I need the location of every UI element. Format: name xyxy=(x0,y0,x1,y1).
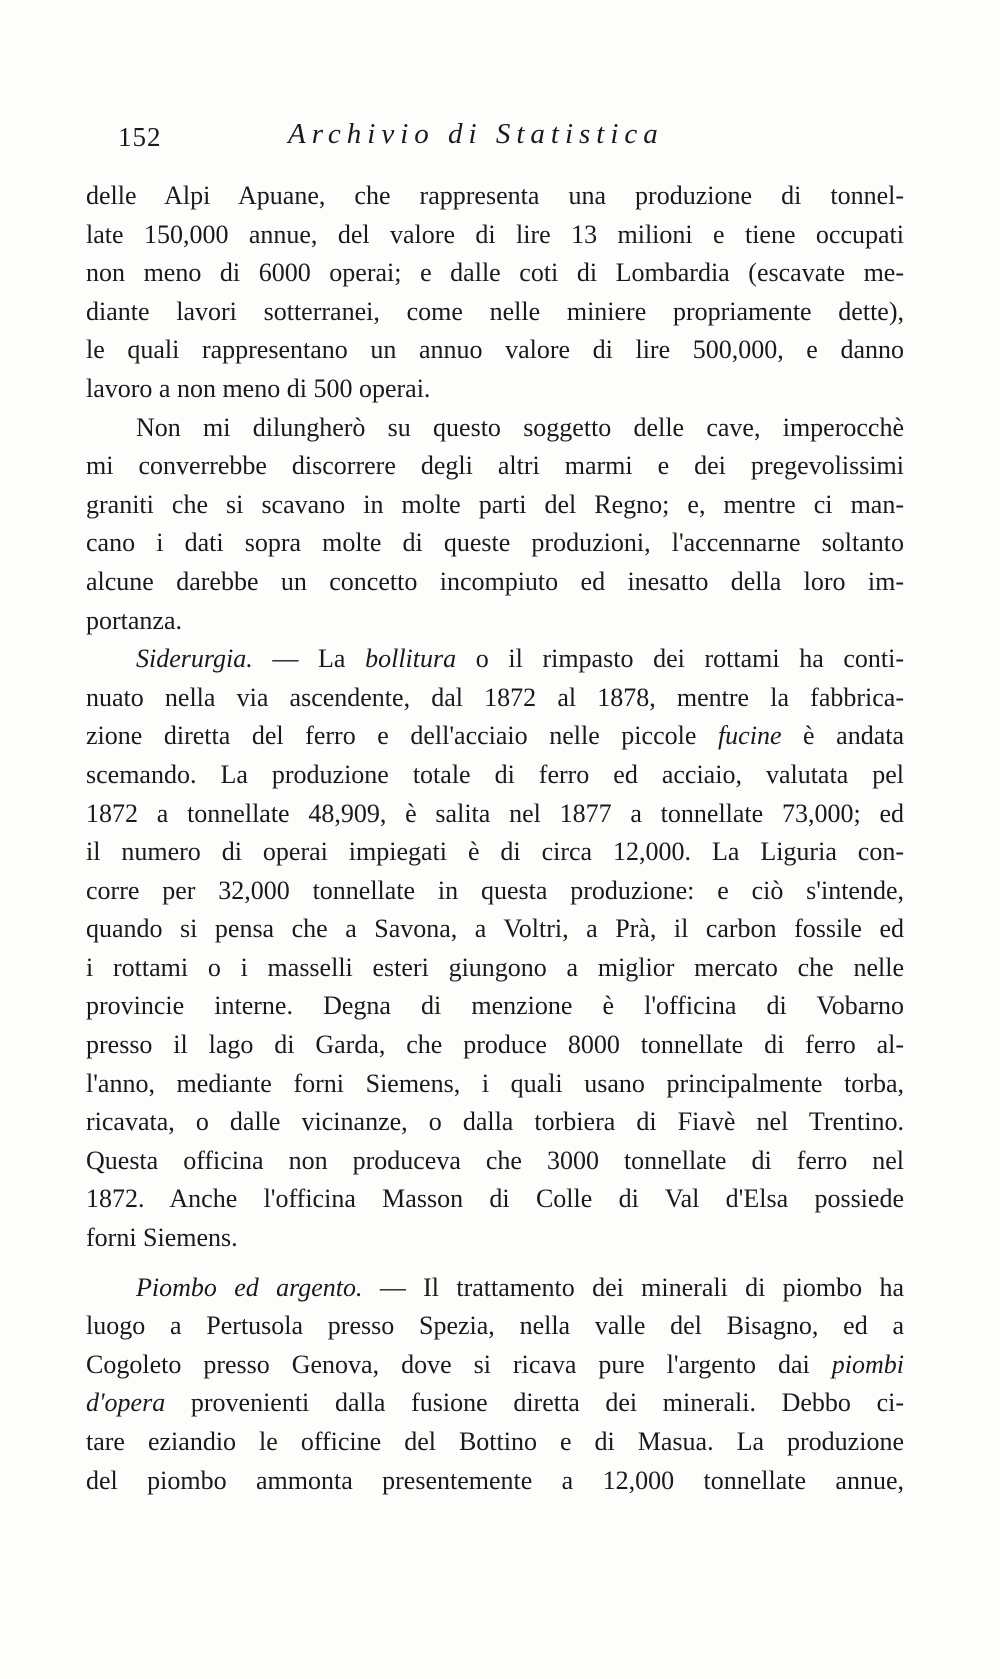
italic-term: d'opera xyxy=(86,1388,166,1418)
text-line: luogo a Pertusola presso Spezia, nella valle del Bisagno, ed a xyxy=(86,1311,904,1341)
text-line: portanza. xyxy=(86,605,183,635)
text-line: cano i dati sopra molte di queste produzioni, l'accennarne soltanto xyxy=(86,528,904,558)
text-line: provincie interne. Degna di menzione è l'officina di Vobarno xyxy=(86,991,904,1021)
text-line: diante lavori sotterranei, come nelle miniere propriamente dette), xyxy=(86,296,904,326)
text-line xyxy=(86,1269,904,1308)
italic-term: bollitura xyxy=(365,644,457,674)
text-line xyxy=(86,1384,904,1423)
text-run: provenienti dalla fusione diretta dei minerali. Debbo ci- xyxy=(165,1388,904,1418)
text-line: Questa officina non produceva che 3000 tonnellate di ferro nel xyxy=(86,1145,904,1175)
italic-term: piombi xyxy=(831,1349,904,1379)
text-line: quando si pensa che a Savona, a Voltri, a Prà, il carbon fossile ed xyxy=(86,914,904,944)
body-text xyxy=(86,177,904,1500)
text-line: graniti che si scavano in molte parti del Regno; e, mentre ci man- xyxy=(86,489,904,519)
paragraph xyxy=(86,177,904,409)
paragraph-gap xyxy=(86,1258,904,1269)
text-line: delle Alpi Apuane, che rappresenta una produzione di tonnel- xyxy=(86,181,904,210)
page-number: 152 xyxy=(118,122,162,152)
text-line: del piombo ammonta presentemente a 12,000 tonnellate annue, xyxy=(86,1465,904,1495)
running-title: Archivio di Statistica xyxy=(288,118,664,150)
text-run: zione diretta del ferro e dell'acciaio nelle piccole xyxy=(86,721,718,751)
text-run: Cogoleto presso Genova, dove si ricava pure l'argento dai xyxy=(86,1349,832,1379)
text-line: forni Siemens. xyxy=(86,1223,238,1253)
text-line: lavoro a non meno di 500 operai. xyxy=(86,373,431,403)
text-run: — Il trattamento dei minerali di piombo ha xyxy=(362,1272,904,1302)
section-heading-siderurgia: Siderurgia. xyxy=(136,644,253,674)
text-line: 1872. Anche l'officina Masson di Colle di Val d'Elsa possiede xyxy=(86,1184,904,1214)
paragraph-siderurgia xyxy=(86,640,904,1258)
text-line: late 150,000 annue, del valore di lire 13 milioni e tiene occupati xyxy=(86,219,904,249)
text-line: presso il lago di Garda, che produce 8000 tonnellate di ferro al- xyxy=(86,1030,904,1060)
text-line: alcune darebbe un concetto incompiuto ed inesatto della loro im- xyxy=(86,566,904,596)
running-head xyxy=(118,118,898,158)
text-line xyxy=(86,640,904,679)
text-line: nuato nella via ascendente, dal 1872 al 1878, mentre la fabbrica- xyxy=(86,682,904,712)
text-line: ricavata, o dalle vicinanze, o dalla torbiera di Fiavè nel Trentino. xyxy=(86,1107,904,1137)
text-line xyxy=(86,1346,904,1385)
text-line: le quali rappresentano un annuo valore di lire 500,000, e danno xyxy=(86,335,904,365)
text-line: non meno di 6000 operai; e dalle coti di Lombardia (escavate me- xyxy=(86,258,904,288)
text-line: l'anno, mediante forni Siemens, i quali usano principalmente torba, xyxy=(86,1068,904,1098)
section-heading-piombo-ed-argento: Piombo ed argento. xyxy=(136,1272,363,1302)
text-run: o il rimpasto dei rottami ha conti- xyxy=(456,644,905,674)
text-line: tare eziandio le officine del Bottino e di Masua. La produzione xyxy=(86,1427,904,1456)
text-run: — La xyxy=(252,644,366,674)
text-line xyxy=(86,717,904,756)
text-run: è andata xyxy=(781,721,905,751)
text-line: 1872 a tonnellate 48,909, è salita nel 1877 a tonnellate 73,000; ed xyxy=(86,798,904,828)
paragraph-piombo-ed-argento xyxy=(86,1269,904,1501)
paragraph xyxy=(86,409,904,641)
text-line: il numero di operai impiegati è di circa 12,000. La Liguria con- xyxy=(86,837,904,867)
text-line: Non mi dilungherò su questo soggetto delle cave, imperocchè xyxy=(136,412,904,442)
italic-term: fucine xyxy=(717,721,782,751)
text-line: corre per 32,000 tonnellate in questa produzione: e ciò s'intende, xyxy=(86,875,904,905)
text-line: i rottami o i masselli esteri giungono a miglior mercato che nelle xyxy=(86,952,904,982)
text-line: scemando. La produzione totale di ferro ed acciaio, valutata pel xyxy=(86,759,904,789)
text-line: mi converrebbe discorrere degli altri marmi e dei pregevolissimi xyxy=(86,451,904,481)
